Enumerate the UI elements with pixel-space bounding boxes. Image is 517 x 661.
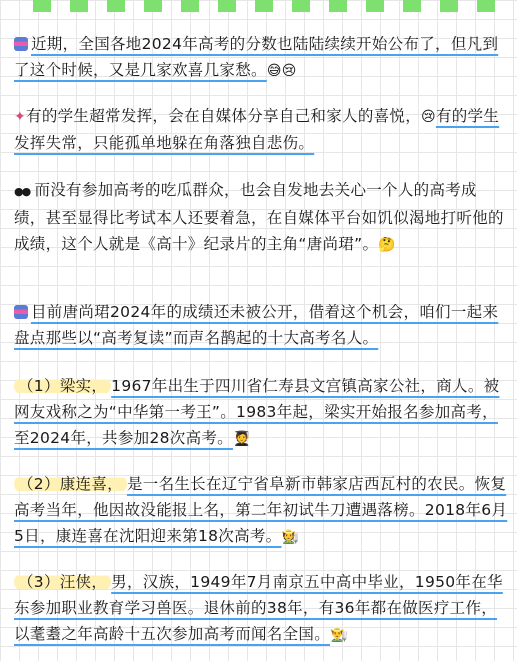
- person-text: 1967年出生于四川省仁寿县文宫镇高家公社，商人。被网友戏称之为“中华第一考王”。1983年起，梁实开始报名参加高考，至2024年，共参加28次高考。: [14, 377, 500, 447]
- person-text: 男，汉族，1949年7月南京五中高中毕业，1950年在华东参加职业教育学习兽医。退休前的38年，有36年都在做医疗工作，以耄耋之年高龄十五次参加高考而闻名全国。: [14, 573, 503, 643]
- person-text: 是一名生长在辽宁省阜新市韩家店西瓦村的农民。恢复高考当年，他因故没能报上名，第二年初试牛刀遭遇落榜。2018年6月5日，康连喜在沈阳迎来第18次高考。: [14, 475, 508, 545]
- emoji-sweat-cry: 😅😢: [266, 63, 297, 79]
- emoji-thinking: 🤔: [378, 237, 396, 253]
- party-popper-icon: ✦: [14, 109, 27, 125]
- book-stack-icon: [14, 305, 28, 319]
- emoji-graduate: 🧑‍🎓: [232, 431, 251, 447]
- emoji-old-man: 👨‍🌾: [330, 627, 348, 643]
- emoji-cry: 😢: [421, 109, 436, 125]
- paragraph-kang-lianxi: [14, 471, 508, 550]
- sad-text: 有的学生发挥失常，只能孤单地躲在角落独自悲伤。: [14, 107, 500, 152]
- person-label: （1）梁实，: [14, 377, 111, 395]
- paragraph-liang-shi: [14, 373, 508, 452]
- emoji-farmer: 🧑‍🌾: [281, 529, 300, 545]
- intro-text: 近期，全国各地2024年高考的分数也陆陆续续开始公布了，但凡到了这个时候，又是几家欢喜几家愁。: [14, 35, 499, 79]
- book-stack-icon: [14, 37, 28, 51]
- person-label: （2）康连喜，: [14, 475, 127, 493]
- eyes-icon: ●●: [14, 185, 30, 198]
- paragraph-intro-list: [14, 299, 508, 351]
- paragraph-onlookers: [14, 177, 508, 258]
- intro-list-text: 目前唐尚珺2024年的成绩还未被公开，借着这个机会，咱们一起来盘点那些以“高考复读”而声名鹊起的十大高考名人。: [14, 303, 499, 347]
- paragraph-intro: [14, 31, 508, 84]
- happy-text: 有的学生超常发挥，会在自媒体分享自己和家人的喜悦，: [26, 107, 422, 125]
- person-label: （3）汪侠，: [14, 573, 111, 591]
- paragraph-wang-xia: [14, 569, 508, 648]
- top-stripe-bar: [0, 0, 517, 12]
- onlookers-text: 而没有参加高考的吃瓜群众，也会自发地去关心一个人的高考成绩，甚至显得比考试本人还要着急，在自媒体平台如饥似渴地打听他的成绩，这个人就是《高十》纪录片的主角“唐尚珺”。: [14, 181, 504, 253]
- paragraph-happy-sad: [14, 103, 508, 156]
